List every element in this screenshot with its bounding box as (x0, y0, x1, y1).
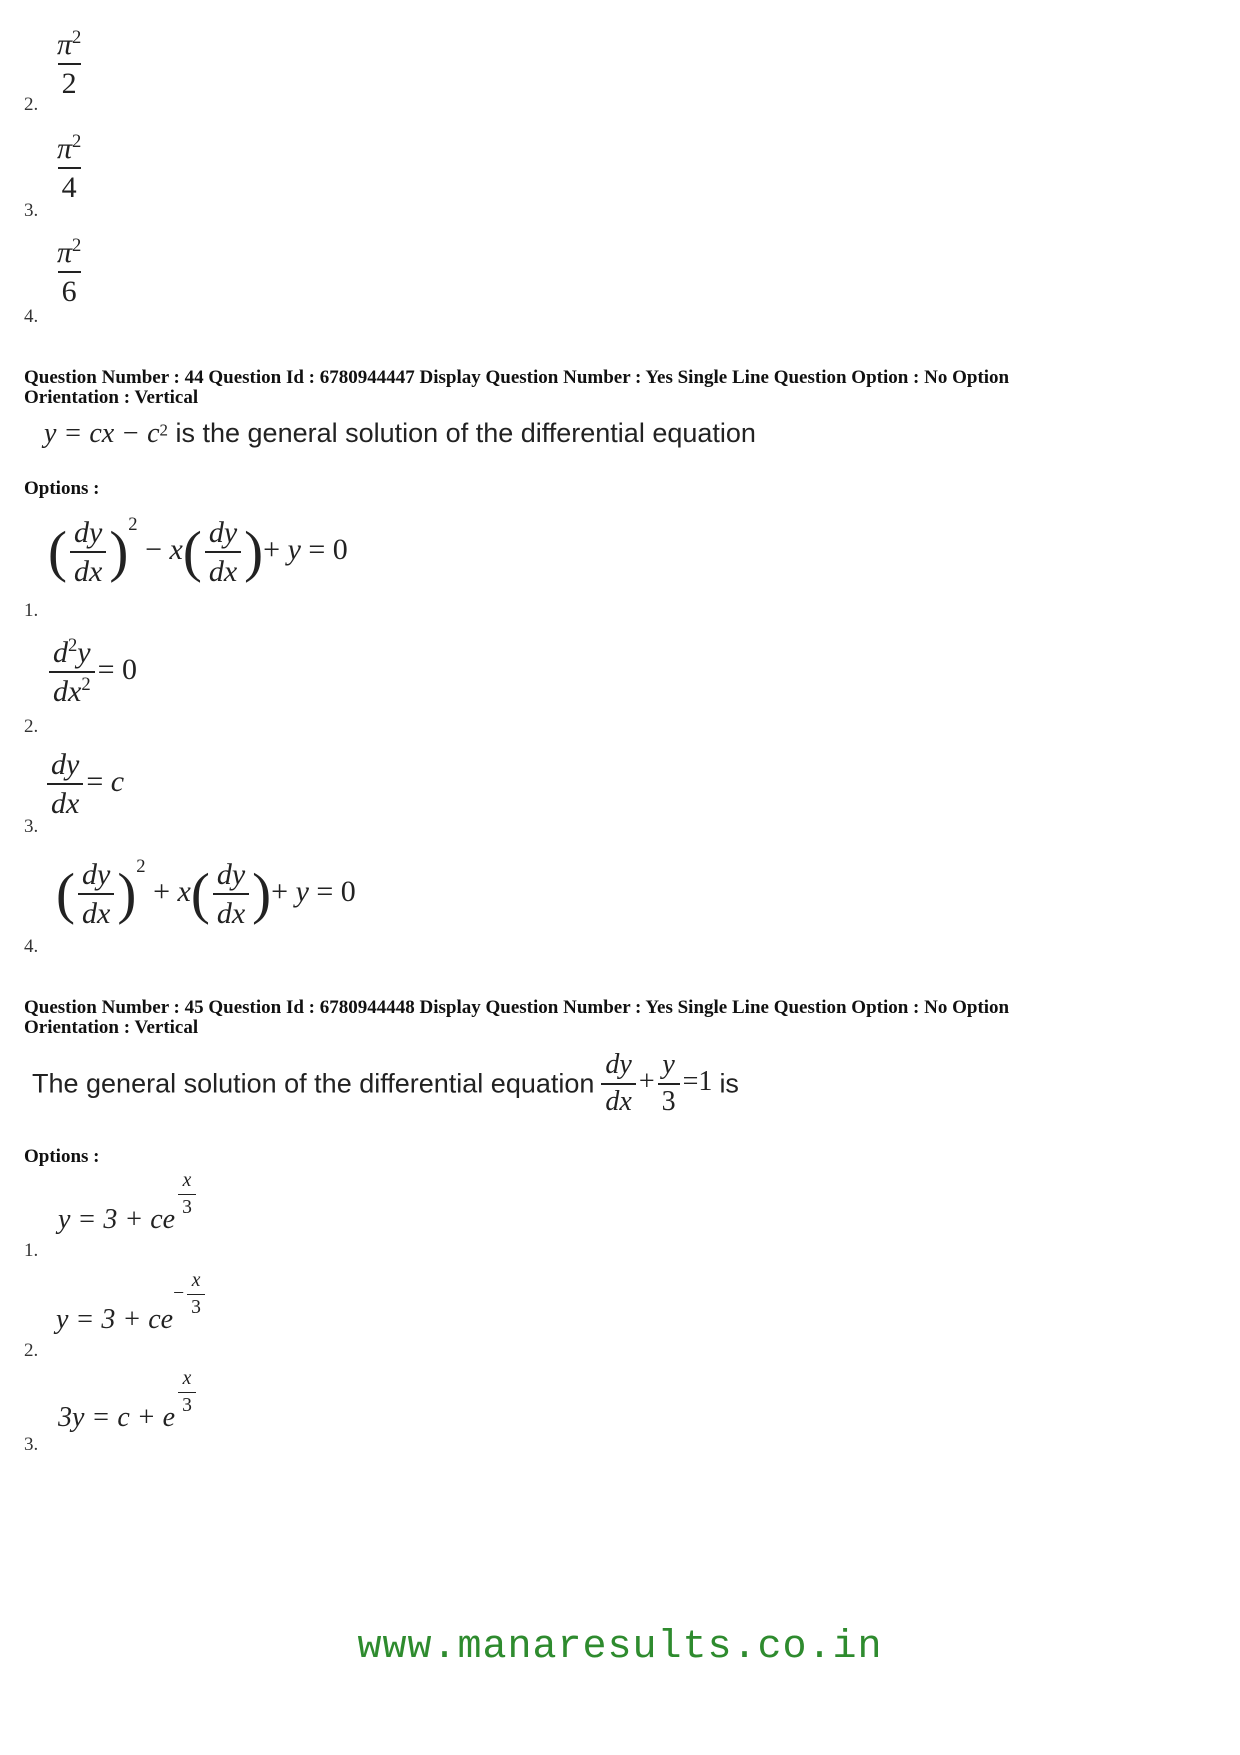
q44-option-1-math: ( $\frac{dy}{dx}$ )$^2$ − x( $\frac{dy}{dx}$ )+ y = 0 (48, 513, 348, 588)
q44-stem-text: is the general solution of the differential equation (168, 418, 756, 448)
q45-option-1-number: 1. (24, 1240, 39, 1261)
q45-option-2-math: y = 3 + ce− $\frac{x}{3}$ (56, 1304, 208, 1352)
q45-stem (32, 1050, 739, 1118)
q45-header-line2: Orientation : Vertical (24, 1017, 199, 1038)
q44-stem-exponent: 2 (159, 420, 168, 440)
prev-option-2-math: $\frac{\pi^2}{2}$ (57, 27, 82, 100)
q45-options-label: Options : (24, 1146, 100, 1167)
q44-options-label: Options : (24, 478, 100, 499)
prev-option-3-number: 3. (24, 200, 39, 221)
q44-option-1-number: 1. (24, 600, 39, 621)
q44-option-3-number: 3. (24, 816, 39, 837)
q45-header (24, 998, 1214, 1038)
q44-stem-math: y = cx − c (44, 418, 160, 449)
prev-option-4-math: $\frac{\pi^2}{6}$ (57, 235, 82, 308)
q44-stem (44, 418, 756, 450)
prev-option-2-number: 2. (24, 94, 39, 115)
q45-header-line1: Question Number : 45 Question Id : 6780944448 Display Question Number : Yes Single Line Question Option : No Option (24, 997, 1010, 1018)
prev-option-3-math: $\frac{\pi^2}{4}$ (57, 131, 82, 204)
q44-option-4-math: ( $\frac{dy}{dx}$ )$^2$ + x( $\frac{dy}{dx}$ )+ y = 0 (56, 855, 356, 930)
q45-stem-math: $\frac{dy}{dx}$ + $\frac{y}{3}$ =1 (598, 1066, 719, 1097)
q45-stem-text: The general solution of the differential equation (32, 1068, 595, 1099)
q45-stem-tail: is (719, 1068, 739, 1099)
prev-option-4-number: 4. (24, 306, 39, 327)
q44-option-2-number: 2. (24, 716, 39, 737)
q45-option-3-math: 3y = c + e $\frac{x}{3}$ (58, 1402, 199, 1450)
q44-header (24, 368, 1214, 408)
footer-url[interactable]: www.manaresults.co.in (357, 1625, 883, 1670)
q44-option-4-number: 4. (24, 936, 39, 957)
q44-option-2-math: $\frac{d^2y}{dx^2}$ = 0 (46, 636, 137, 708)
q45-option-3-number: 3. (24, 1434, 39, 1455)
q44-option-3-math: $\frac{dy}{dx}$ = c (44, 748, 124, 820)
q44-header-line1: Question Number : 44 Question Id : 6780944447 Display Question Number : Yes Single Line Question Option : No Option (24, 367, 1010, 388)
q44-header-line2: Orientation : Vertical (24, 387, 199, 408)
q45-option-2-number: 2. (24, 1340, 39, 1361)
q45-option-1-math: y = 3 + ce $\frac{x}{3}$ (58, 1204, 199, 1252)
